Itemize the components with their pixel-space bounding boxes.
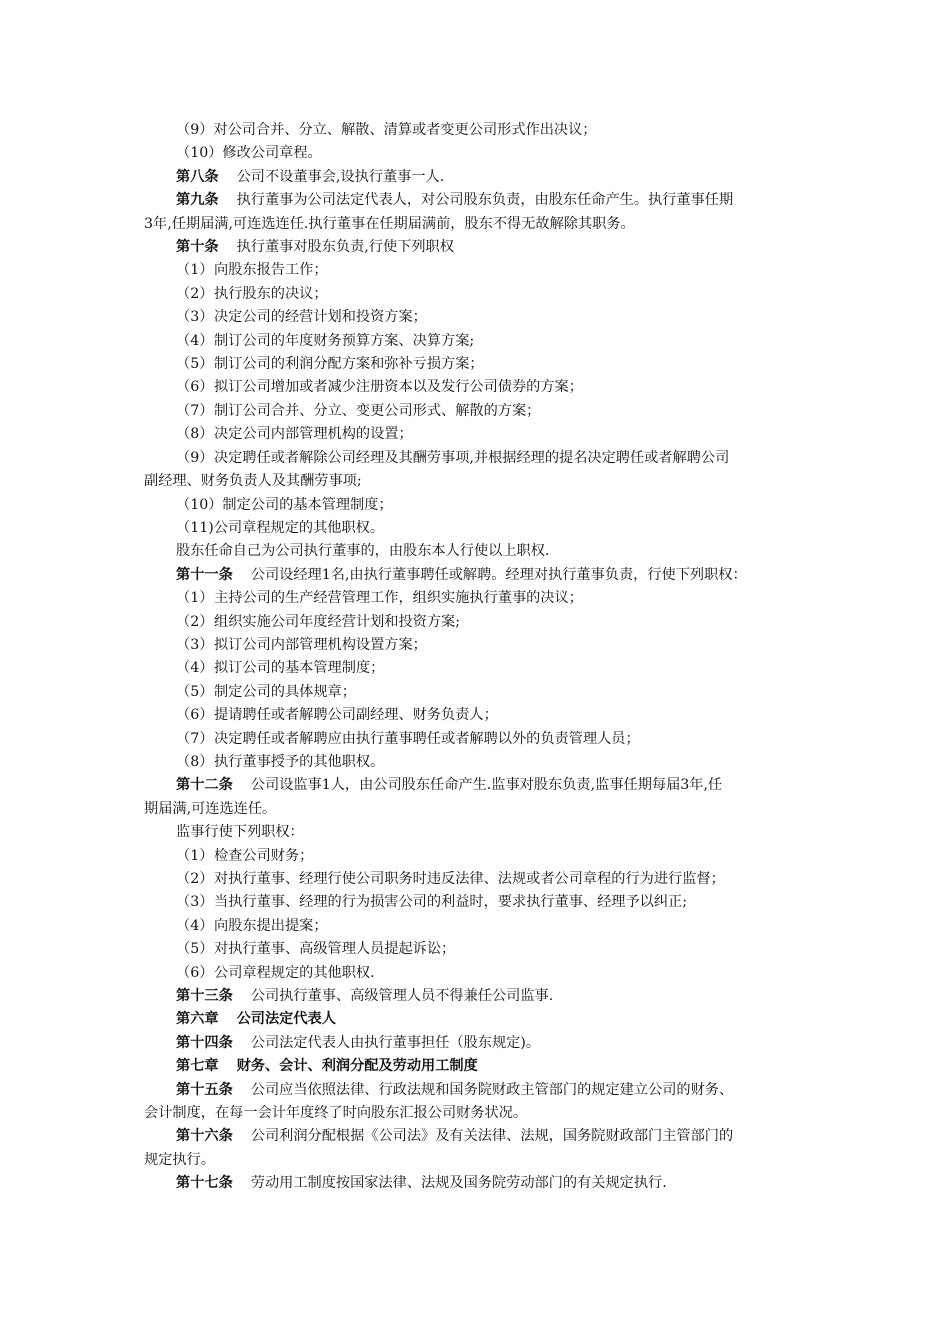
item-text: 检查公司财务； [214, 847, 314, 864]
text-line [144, 821, 830, 844]
article-text: 公司执行董事、高级管理人员不得兼任公司监事. [250, 988, 554, 1005]
item-text: 执行董事授予的其他职权。 [214, 753, 385, 770]
text-line [144, 400, 830, 423]
text-line [144, 376, 830, 399]
text-line [144, 1008, 830, 1031]
item-text: 拟订公司增加或者减少注册资本以及发行公司债券的方案； [214, 379, 583, 396]
article-text: 公司不设董事会,设执行董事一人. [236, 168, 445, 185]
text-line [144, 751, 830, 774]
article-text: 公司设经理1名,由执行董事聘任或解聘。经理对执行董事负责，行使下列职权： [250, 566, 747, 583]
item-text: 拟订公司的基本管理制度； [214, 660, 385, 677]
item-number: （5） [176, 941, 214, 958]
line-text: （11)公司章程规定的其他职权。 [176, 519, 385, 536]
line-text: （10）制定公司的基本管理制度； [176, 496, 393, 513]
article-number: 第九条 [176, 192, 219, 209]
text-line [144, 798, 830, 821]
item-text: 决定聘任或者解聘应由执行董事聘任或者解聘以外的负责管理人员； [214, 730, 640, 747]
item-number: （1） [176, 847, 214, 864]
text-line [144, 1149, 830, 1172]
item-number: （3） [176, 894, 214, 911]
line-text: 副经理、财务负责人及其酬劳事项; [144, 473, 362, 490]
item-text: 执行股东的决议； [214, 285, 328, 302]
text-line [144, 704, 830, 727]
text-line [144, 728, 830, 751]
text-line [144, 915, 830, 938]
line-text: （10）修改公司章程。 [176, 145, 322, 162]
text-line [144, 236, 830, 259]
article-number: 第十二条 [176, 777, 233, 794]
article-number: 第十五条 [176, 1081, 233, 1098]
item-number: （8） [176, 426, 214, 443]
text-line [144, 774, 830, 797]
article-number: 第十七条 [176, 1175, 233, 1192]
item-text: 提请聘任或者解聘公司副经理、财务负责人； [214, 707, 498, 724]
text-line [144, 891, 830, 914]
article-text: 公司设监事1人，由公司股东任命产生.监事对股东负责,监事任期每届3年,任 [250, 777, 723, 794]
item-number: （7） [176, 402, 214, 419]
item-number: （6） [176, 964, 214, 981]
text-line [144, 938, 830, 961]
article-text: 公司法定代表人由执行董事担任（股东规定)。 [250, 1034, 541, 1051]
text-line [144, 611, 830, 634]
text-line [144, 540, 830, 563]
line-text: 监事行使下列职权： [176, 824, 304, 841]
item-text: 当执行董事、经理的行为损害公司的利益时，要求执行董事、经理予以纠正; [214, 894, 687, 911]
line-text: 股东任命自己为公司执行董事的，由股东本人行使以上职权. [176, 543, 550, 560]
text-line [144, 657, 830, 680]
text-line [144, 517, 830, 540]
item-number: （2） [176, 285, 214, 302]
text-line [144, 119, 830, 142]
item-number: （5） [176, 683, 214, 700]
item-text: 对执行董事、高级管理人员提起诉讼； [214, 941, 456, 958]
text-line [144, 259, 830, 282]
text-line [144, 142, 830, 165]
line-text: （9）对公司合并、分立、解散、清算或者变更公司形式作出决议； [176, 122, 597, 138]
text-line [144, 587, 830, 610]
chapter-title: 财务、会计、利润分配及劳动用工制度 [236, 1058, 478, 1075]
text-line [144, 845, 830, 868]
item-text: 拟订公司内部管理机构设置方案； [214, 636, 427, 653]
item-number: （4） [176, 917, 214, 934]
item-number: （4） [176, 332, 214, 349]
text-line [144, 1102, 830, 1125]
item-text: 向股东提出提案； [214, 917, 328, 934]
item-number: （8） [176, 753, 214, 770]
item-text: 组织实施公司年度经营计划和投资方案; [214, 613, 460, 630]
article-number: 第十三条 [176, 988, 233, 1005]
text-line [144, 962, 830, 985]
item-number: （3） [176, 309, 214, 326]
article-text: 执行董事为公司法定代表人，对公司股东负责，由股东任命产生。执行董事任期 [236, 192, 734, 209]
article-number: 第十四条 [176, 1034, 233, 1051]
text-line [144, 447, 830, 470]
line-text: 会计制度，在每一会计年度终了时向股东汇报公司财务状况。 [144, 1105, 528, 1122]
text-line [144, 353, 830, 376]
item-text: 向股东报告工作； [214, 262, 328, 279]
text-line [144, 1172, 830, 1195]
item-text: 主持公司的生产经营管理工作，组织实施执行董事的决议； [214, 590, 583, 607]
item-text: 公司章程规定的其他职权. [214, 964, 375, 981]
text-line [144, 330, 830, 353]
item-text: 对执行董事、经理行使公司职务时违反法律、法规或者公司章程的行为进行监督； [214, 871, 725, 887]
text-line [144, 1055, 830, 1078]
item-number: （1） [176, 590, 214, 607]
text-line [144, 1032, 830, 1055]
article-text: 执行董事对股东负责,行使下列职权 [236, 239, 454, 256]
text-line [144, 494, 830, 517]
document-body [144, 119, 830, 1196]
text-line [144, 189, 830, 212]
text-line [144, 306, 830, 329]
text-line [144, 564, 830, 587]
article-number: 第十一条 [176, 566, 233, 583]
item-number: （7） [176, 730, 214, 747]
article-number: 第八条 [176, 168, 219, 185]
line-text: 规定执行。 [144, 1151, 215, 1168]
text-line [144, 985, 830, 1008]
text-line [144, 470, 830, 493]
item-number: （2） [176, 871, 214, 887]
item-text: 决定聘任或者解除公司经理及其酬劳事项,并根据经理的提名决定聘任或者解聘公司 [214, 449, 730, 466]
item-number: （1） [176, 262, 214, 279]
item-number: （2） [176, 613, 214, 630]
article-text: 劳动用工制度按国家法律、法规及国务院劳动部门的有关规定执行. [250, 1175, 667, 1192]
text-line [144, 868, 830, 891]
text-line [144, 1079, 830, 1102]
text-line [144, 1125, 830, 1148]
chapter-heading: 第六章 [176, 1011, 219, 1028]
item-number: （4） [176, 660, 214, 677]
text-line [144, 681, 830, 704]
text-line [144, 423, 830, 446]
text-line [144, 213, 830, 236]
text-line [144, 166, 830, 189]
article-text: 公司利润分配根据《公司法》及有关法律、法规，国务院财政部门主管部门的 [250, 1128, 734, 1145]
item-number: （3） [176, 636, 214, 653]
item-text: 制订公司的利润分配方案和弥补亏损方案； [214, 356, 484, 373]
article-number: 第十条 [176, 239, 219, 256]
article-text: 公司应当依照法律、行政法规和国务院财政主管部门的规定建立公司的财务、 [250, 1081, 734, 1098]
text-line [144, 634, 830, 657]
item-text: 制订公司合并、分立、变更公司形式、解散的方案； [214, 402, 541, 419]
item-text: 制订公司的年度财务预算方案、决算方案; [214, 332, 475, 349]
chapter-heading: 第七章 [176, 1058, 219, 1075]
item-number: （9） [176, 449, 214, 466]
item-text: 决定公司内部管理机构的设置； [214, 426, 413, 443]
item-number: （5） [176, 356, 214, 373]
item-number: （6） [176, 707, 214, 724]
item-text: 决定公司的经营计划和投资方案； [214, 309, 427, 326]
line-text: 期届满,可连选连任。 [144, 800, 277, 817]
text-line [144, 283, 830, 306]
chapter-title: 公司法定代表人 [236, 1011, 336, 1028]
item-number: （6） [176, 379, 214, 396]
line-text: 3年,任期届满,可连选连任.执行董事在任期届满前，股东不得无故解除其职务。 [144, 215, 635, 232]
article-number: 第十六条 [176, 1128, 233, 1145]
item-text: 制定公司的具体规章； [214, 683, 356, 700]
